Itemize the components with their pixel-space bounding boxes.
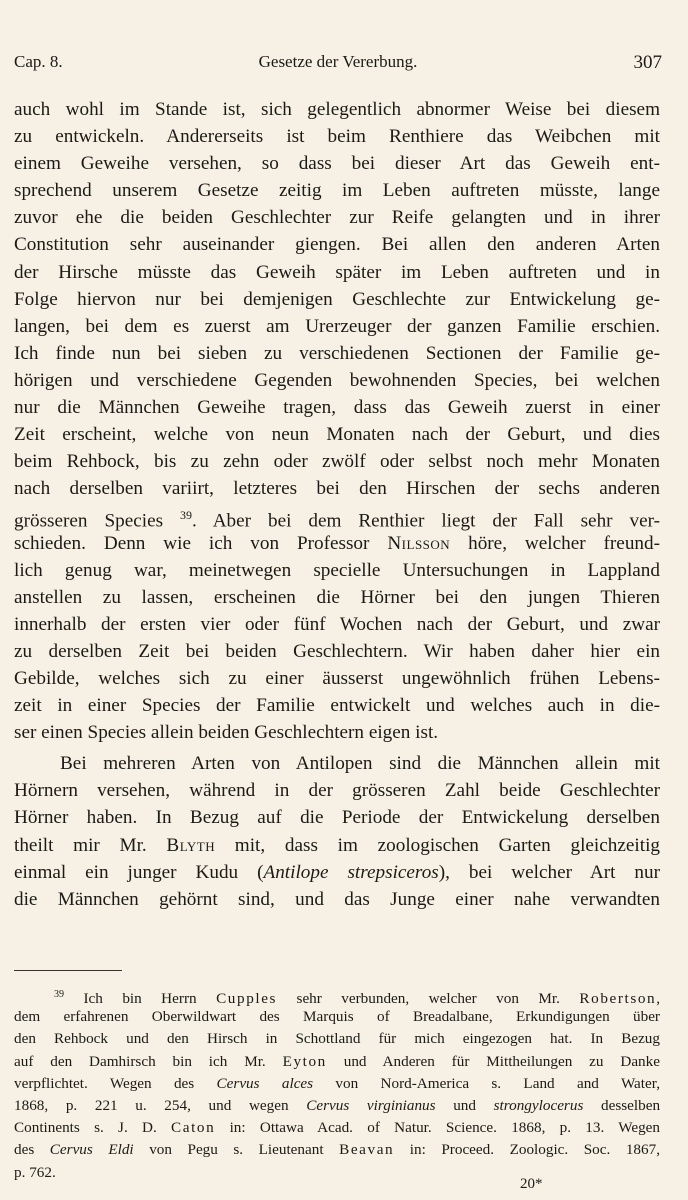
line-text: und — [453, 1096, 476, 1114]
text-line: nach derselben variirt, letzteres bei den Hirschen der sechs anderen — [14, 478, 660, 500]
text-line — [14, 502, 661, 532]
line-text: von Nord-America s. Land and Water, — [335, 1074, 661, 1092]
text-line: auch wohl im Stande ist, sich gelegentlich abnormer Weise bei diesem — [14, 99, 660, 120]
footnote-line — [14, 984, 660, 1006]
text-line: zeit in einer Species der Familie entwickelt und welches auch in die- — [14, 695, 660, 717]
species-name: strongylocerus — [493, 1096, 584, 1114]
line-text: desselben — [601, 1096, 661, 1114]
text-line: langen, bei dem es zuerst am Urerzeuger der ganzen Familie erschien. — [14, 315, 660, 337]
species-name: Cervus virginianus — [306, 1096, 436, 1114]
footnotes — [14, 984, 660, 1184]
body-text — [14, 96, 660, 913]
text-line: hörigen und verschiedene Gegenden bewohnenden Species, bei welchen — [14, 369, 660, 391]
line-text: 1868, p. 221 u. 254, und wegen — [14, 1096, 289, 1114]
author-name: Blyth — [166, 834, 216, 856]
text-line: zu derselben Zeit bei beiden Geschlechtern. Wir haben daher hier ein — [14, 640, 660, 662]
species-name: Cervus Eldi — [49, 1141, 134, 1159]
species-name: Antilope strepsiceros — [263, 861, 439, 883]
line-text: auf den Damhirsch bin ich Mr. — [14, 1052, 266, 1070]
text-line: lich genug war, meinetwegen specielle Untersuchungen in Lappland — [14, 559, 660, 581]
page-number: 307 — [633, 52, 662, 73]
species-name: Cervus alces — [216, 1074, 314, 1092]
line-text: von Pegu s. Lieutenant — [149, 1141, 324, 1159]
text-line: Hörnern versehen, während in der grösseren Zahl beide Geschlechter — [14, 780, 660, 802]
text-line: die Männchen gehörnt sind, und das Junge einer nahe verwandten — [14, 888, 660, 910]
line-text: ), bei welcher Art nur — [438, 861, 660, 883]
text-line: Ich finde nun bei sieben zu verschiedenen Sectionen der Familie ge- — [14, 342, 660, 364]
footnote-divider — [14, 970, 122, 971]
author-name: Nilsson — [387, 532, 451, 554]
text-line: beim Rehbock, bis zu zehn oder zwölf oder selbst noch mehr Monaten — [14, 451, 660, 473]
line-text: , — [656, 990, 661, 1008]
text-line — [14, 859, 660, 886]
text-line: zuvor ehe die beiden Geschlechter zur Reife gelangten und in ihrer — [14, 207, 660, 229]
text-line: der Hirsche müsste das Geweih später im Leben auftreten und in — [14, 261, 660, 283]
line-text: einmal ein junger Kudu ( — [14, 861, 264, 883]
person-name: Robertson — [579, 990, 657, 1008]
footnote-line — [14, 1073, 660, 1095]
person-name: Eyton — [282, 1052, 327, 1070]
text-line: zu entwickeln. Andererseits ist beim Renthiere das Weibchen mit — [14, 126, 660, 148]
text-line — [14, 832, 660, 859]
person-name: Beavan — [339, 1141, 395, 1159]
line-text: sehr verbunden, welcher von Mr. — [296, 990, 560, 1008]
text-line: Folge hiervon nur bei demjenigen Geschlechte zur Entwickelung ge- — [14, 288, 660, 310]
running-title: Gesetze der Vererbung. — [258, 52, 418, 71]
signature-mark: 20* — [520, 1176, 543, 1192]
text-line: anstellen zu lassen, erscheinen die Hörner bei den jungen Thieren — [14, 586, 660, 608]
footnote-line — [14, 1095, 660, 1117]
footnote-line — [14, 1139, 660, 1161]
footnote-line — [14, 1117, 660, 1139]
person-name: Caton — [171, 1119, 216, 1137]
line-text: theilt mir Mr. — [14, 834, 147, 856]
line-text: und Anderen für Mittheilungen zu Danke — [343, 1052, 660, 1070]
text-line: sprechend unserem Gesetze zeitig im Leben auftreten müsste, lange — [14, 180, 660, 202]
line-text: in: Proceed. Zoologic. Soc. 1867, — [409, 1141, 661, 1159]
footnote-number: 39 — [54, 989, 64, 1000]
line-text: in: Ottawa Acad. of Natur. Science. 1868, p. 13. Wegen — [229, 1119, 661, 1137]
text-line: ser einen Species allein beiden Geschlechtern eigen ist. — [14, 722, 439, 744]
text-line: nur die Männchen Geweihe tragen, dass das Geweih zuerst in einer — [14, 397, 660, 419]
line-text: höre, welcher freund- — [468, 532, 660, 554]
line-text: Continents s. J. D. — [14, 1119, 157, 1137]
text-line: Zeit erscheint, welche von neun Monaten nach der Geburt, und dies — [14, 424, 660, 446]
line-text: grösseren Species — [14, 510, 164, 532]
text-line: innerhalb der ersten vier oder fünf Wochen nach der Geburt, und zwar — [14, 613, 660, 635]
text-line: Bei mehreren Arten von Antilopen sind die Männchen allein mit — [60, 753, 660, 775]
running-header — [14, 52, 662, 78]
line-text: Ich bin Herrn — [83, 990, 197, 1008]
person-name: Cupples — [216, 990, 278, 1008]
line-text: mit, dass im zoologischen Garten gleichzeitig — [234, 834, 660, 856]
chapter-label: Cap. 8. — [14, 52, 63, 71]
text-line: Hörner haben. In Bezug auf die Periode der Entwickelung derselben — [14, 807, 660, 829]
text-line: Gebilde, welches sich zu einer äusserst ungewöhnlich frühen Lebens- — [14, 667, 660, 689]
text-line: einem Geweihe versehen, so dass bei dieser Art das Geweih ent- — [14, 153, 660, 175]
text-line: Constitution sehr auseinander giengen. Bei allen den anderen Arten — [14, 234, 660, 256]
footnote-line — [14, 1051, 660, 1073]
line-text: . Aber bei dem Renthier liegt der Fall sehr ver- — [192, 510, 661, 532]
line-text: verpflichtet. Wegen des — [14, 1074, 195, 1092]
line-text: des — [14, 1141, 35, 1159]
footnote-line: den Rehbock und den Hirsch in Schottland für mich eingezogen hat. In Bezug — [14, 1030, 660, 1048]
footnote-line: dem erfahrenen Oberwildwart des Marquis of Breadalbane, Erkundigungen über — [14, 1008, 660, 1026]
text-line — [14, 530, 660, 557]
footnote-ref: 39 — [180, 508, 193, 523]
line-text: schieden. Denn wie ich von Professor — [14, 532, 370, 554]
footnote-line: p. 762. — [14, 1163, 56, 1181]
